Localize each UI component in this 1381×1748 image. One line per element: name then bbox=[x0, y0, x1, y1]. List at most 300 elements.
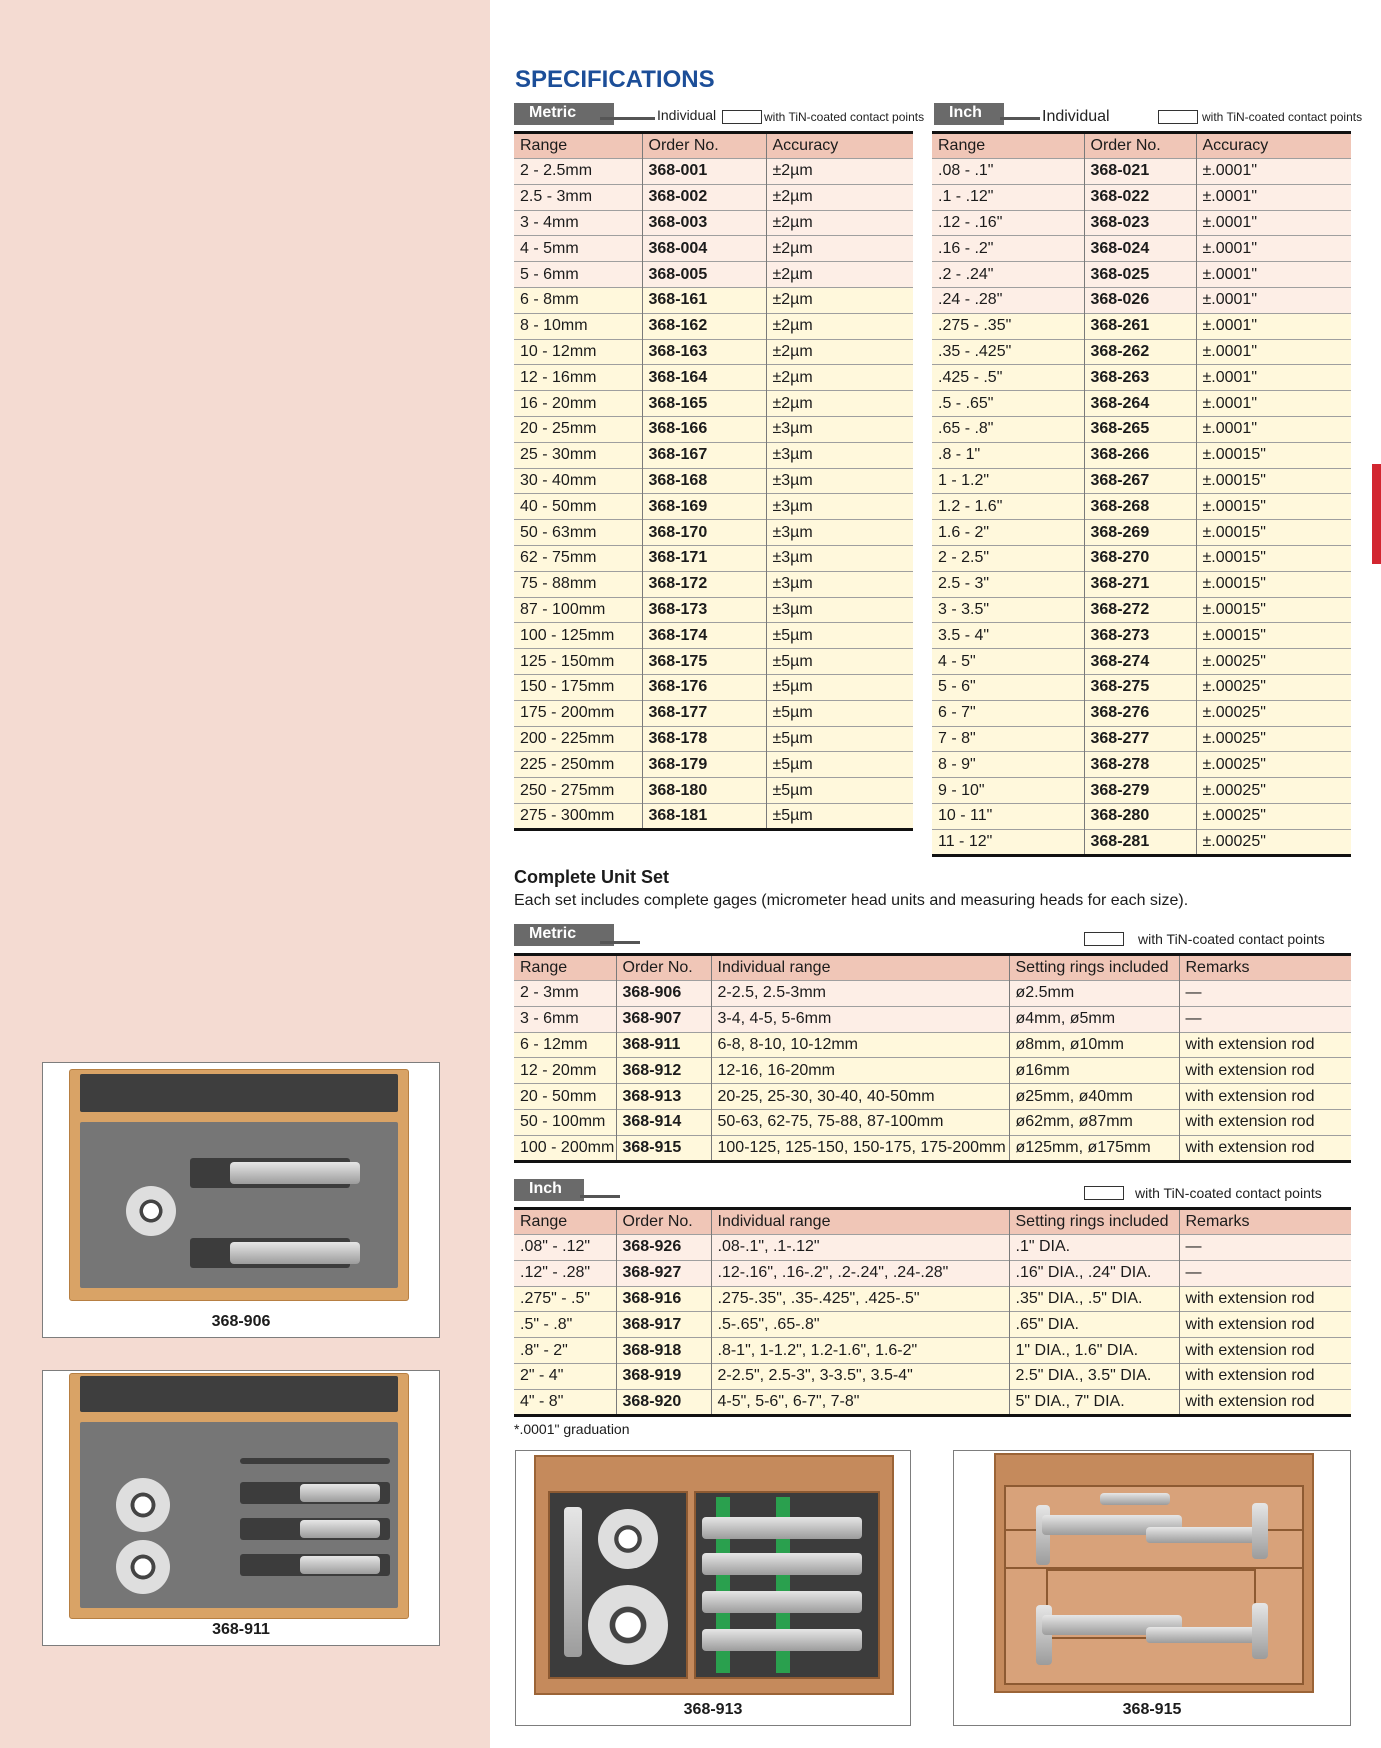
table-cell: 7 - 8" bbox=[932, 726, 1084, 752]
table-row bbox=[932, 184, 1351, 210]
column-header-range: Range bbox=[514, 955, 616, 981]
table-cell: ±.0001" bbox=[1196, 391, 1351, 417]
table-row bbox=[514, 597, 913, 623]
table-cell: .08" - .12" bbox=[514, 1235, 616, 1261]
table-row bbox=[514, 236, 913, 262]
table-cell: 12-16, 16-20mm bbox=[711, 1058, 1009, 1084]
table-row bbox=[514, 726, 913, 752]
table-cell: 368-268 bbox=[1084, 494, 1196, 520]
table-row bbox=[932, 520, 1351, 546]
table-cell: .8" - 2" bbox=[514, 1338, 616, 1364]
photo-caption: 368-906 bbox=[211, 1313, 271, 1330]
table-cell: 75 - 88mm bbox=[514, 571, 642, 597]
table-row bbox=[932, 571, 1351, 597]
table-cell: .16 - .2" bbox=[932, 236, 1084, 262]
table-cell: 368-002 bbox=[642, 184, 766, 210]
table-cell: .16" DIA., .24" DIA. bbox=[1009, 1260, 1179, 1286]
table-row bbox=[514, 571, 913, 597]
photo-368-906 bbox=[42, 1062, 440, 1338]
table-cell: ±.0001" bbox=[1196, 365, 1351, 391]
table-row bbox=[514, 803, 913, 829]
table-cell: ±2µm bbox=[766, 339, 913, 365]
table-row bbox=[514, 1006, 1351, 1032]
table-row bbox=[932, 597, 1351, 623]
photo-368-915 bbox=[953, 1450, 1351, 1726]
table-row bbox=[932, 365, 1351, 391]
table-row bbox=[514, 1312, 1351, 1338]
footnote: *.0001" graduation bbox=[514, 1421, 630, 1437]
table-cell: 368-266 bbox=[1084, 442, 1196, 468]
table-row bbox=[514, 545, 913, 571]
table-cell: 368-919 bbox=[616, 1363, 711, 1389]
table-cell: ±5µm bbox=[766, 674, 913, 700]
table-cell: .8-1", 1-1.2", 1.2-1.6", 1.6-2" bbox=[711, 1338, 1009, 1364]
table-cell: 4-5", 5-6", 6-7", 7-8" bbox=[711, 1389, 1009, 1415]
table-row bbox=[514, 262, 913, 288]
table-cell: 40 - 50mm bbox=[514, 494, 642, 520]
table-cell: ±2µm bbox=[766, 391, 913, 417]
table-cell: 368-277 bbox=[1084, 726, 1196, 752]
column-header-setting-rings: Setting rings included bbox=[1009, 1209, 1179, 1235]
table-row bbox=[932, 649, 1351, 675]
table-row bbox=[514, 700, 913, 726]
table-cell: 8 - 10mm bbox=[514, 313, 642, 339]
table-cell: ±2µm bbox=[766, 159, 913, 185]
table-cell: 368-269 bbox=[1084, 520, 1196, 546]
table-row bbox=[514, 1235, 1351, 1261]
table-cell: .1" DIA. bbox=[1009, 1235, 1179, 1261]
table-cell: ±5µm bbox=[766, 778, 913, 804]
table-cell: 3 - 4mm bbox=[514, 210, 642, 236]
table-cell: .425 - .5" bbox=[932, 365, 1084, 391]
table-cell: 368-163 bbox=[642, 339, 766, 365]
photo-caption: 368-915 bbox=[1122, 1701, 1182, 1718]
table-cell: 6 - 12mm bbox=[514, 1032, 616, 1058]
table-cell: 275 - 300mm bbox=[514, 803, 642, 829]
table-cell: 368-022 bbox=[1084, 184, 1196, 210]
table-cell: 368-274 bbox=[1084, 649, 1196, 675]
table-cell: with extension rod bbox=[1179, 1312, 1351, 1338]
table-cell: — bbox=[1179, 1260, 1351, 1286]
table-cell: 368-278 bbox=[1084, 752, 1196, 778]
table-cell: .5" - .8" bbox=[514, 1312, 616, 1338]
table-cell: ±5µm bbox=[766, 649, 913, 675]
metric-tag: Metric bbox=[514, 103, 614, 125]
table-cell: 368-906 bbox=[616, 981, 711, 1007]
table-cell: 368-265 bbox=[1084, 416, 1196, 442]
table-row bbox=[514, 416, 913, 442]
table-row bbox=[514, 1389, 1351, 1415]
table-cell: 8 - 9" bbox=[932, 752, 1084, 778]
table-cell: .5 - .65" bbox=[932, 391, 1084, 417]
table-cell: .24 - .28" bbox=[932, 287, 1084, 313]
column-header-setting-rings: Setting rings included bbox=[1009, 955, 1179, 981]
table-cell: ±5µm bbox=[766, 752, 913, 778]
table-cell: 6 - 8mm bbox=[514, 287, 642, 313]
table-cell: — bbox=[1179, 1006, 1351, 1032]
table-row bbox=[932, 623, 1351, 649]
inch-unit-set-table bbox=[514, 1207, 1351, 1417]
page-title: SPECIFICATIONS bbox=[515, 66, 715, 93]
table-cell: 368-165 bbox=[642, 391, 766, 417]
table-row bbox=[932, 236, 1351, 262]
table-cell: 1.6 - 2" bbox=[932, 520, 1084, 546]
table-cell: 2-2.5, 2.5-3mm bbox=[711, 981, 1009, 1007]
table-row bbox=[514, 313, 913, 339]
table-cell: ±.00025" bbox=[1196, 726, 1351, 752]
table-cell: 368-915 bbox=[616, 1135, 711, 1161]
tag-underline bbox=[600, 117, 655, 120]
table-row bbox=[932, 442, 1351, 468]
table-cell: 368-167 bbox=[642, 442, 766, 468]
table-cell: ø16mm bbox=[1009, 1058, 1179, 1084]
table-cell: ±2µm bbox=[766, 184, 913, 210]
table-cell: 225 - 250mm bbox=[514, 752, 642, 778]
column-header-accuracy: Accuracy bbox=[1196, 133, 1351, 159]
table-row bbox=[932, 829, 1351, 855]
table-row bbox=[932, 262, 1351, 288]
table-cell: 368-263 bbox=[1084, 365, 1196, 391]
table-cell: ±2µm bbox=[766, 262, 913, 288]
table-cell: 3.5 - 4" bbox=[932, 623, 1084, 649]
table-row bbox=[514, 184, 913, 210]
table-cell: 368-917 bbox=[616, 1312, 711, 1338]
table-cell: 368-261 bbox=[1084, 313, 1196, 339]
table-cell: — bbox=[1179, 1235, 1351, 1261]
table-cell: 4" - 8" bbox=[514, 1389, 616, 1415]
table-cell: 12 - 20mm bbox=[514, 1058, 616, 1084]
table-cell: 2.5 - 3" bbox=[932, 571, 1084, 597]
table-cell: ±3µm bbox=[766, 520, 913, 546]
table-cell: .35 - .425" bbox=[932, 339, 1084, 365]
table-row bbox=[514, 520, 913, 546]
table-cell: 368-273 bbox=[1084, 623, 1196, 649]
table-cell: 50 - 100mm bbox=[514, 1109, 616, 1135]
table-cell: 100 - 200mm bbox=[514, 1135, 616, 1161]
table-cell: 368-172 bbox=[642, 571, 766, 597]
table-cell: .12-.16", .16-.2", .2-.24", .24-.28" bbox=[711, 1260, 1009, 1286]
table-cell: ±.00015" bbox=[1196, 545, 1351, 571]
table-cell: 368-913 bbox=[616, 1084, 711, 1110]
table-row bbox=[514, 674, 913, 700]
table-cell: 87 - 100mm bbox=[514, 597, 642, 623]
tin-note: with TiN-coated contact points bbox=[1135, 1185, 1322, 1201]
tin-note: with TiN-coated contact points bbox=[1202, 110, 1363, 124]
table-cell: ±.0001" bbox=[1196, 339, 1351, 365]
tag-underline bbox=[600, 941, 640, 944]
table-cell: 368-177 bbox=[642, 700, 766, 726]
table-row bbox=[514, 1363, 1351, 1389]
table-cell: 6 - 7" bbox=[932, 700, 1084, 726]
case-image bbox=[69, 1373, 409, 1619]
table-row bbox=[932, 313, 1351, 339]
table-cell: .08-.1", .1-.12" bbox=[711, 1235, 1009, 1261]
table-cell: 368-168 bbox=[642, 468, 766, 494]
table-cell: 1" DIA., 1.6" DIA. bbox=[1009, 1338, 1179, 1364]
table-cell: 368-004 bbox=[642, 236, 766, 262]
table-row bbox=[514, 1135, 1351, 1161]
inch-individual-table bbox=[932, 131, 1351, 857]
table-row bbox=[932, 416, 1351, 442]
table-cell: ±.00025" bbox=[1196, 752, 1351, 778]
table-cell: with extension rod bbox=[1179, 1363, 1351, 1389]
table-cell: ±.00025" bbox=[1196, 803, 1351, 829]
table-cell: 5" DIA., 7" DIA. bbox=[1009, 1389, 1179, 1415]
column-header-accuracy: Accuracy bbox=[766, 133, 913, 159]
column-header-individual-range: Individual range bbox=[711, 1209, 1009, 1235]
table-cell: 368-176 bbox=[642, 674, 766, 700]
column-header-order-no: Order No. bbox=[616, 955, 711, 981]
table-row bbox=[514, 1338, 1351, 1364]
table-cell: 9 - 10" bbox=[932, 778, 1084, 804]
table-cell: 2 - 2.5" bbox=[932, 545, 1084, 571]
table-cell: 368-276 bbox=[1084, 700, 1196, 726]
table-cell: 368-025 bbox=[1084, 262, 1196, 288]
table-cell: 368-281 bbox=[1084, 829, 1196, 855]
table-cell: ±.00015" bbox=[1196, 442, 1351, 468]
table-row bbox=[514, 623, 913, 649]
table-cell: 2.5" DIA., 3.5" DIA. bbox=[1009, 1363, 1179, 1389]
table-cell: 368-914 bbox=[616, 1109, 711, 1135]
table-row bbox=[932, 494, 1351, 520]
table-cell: 100-125, 125-150, 150-175, 175-200mm bbox=[711, 1135, 1009, 1161]
table-cell: 368-164 bbox=[642, 365, 766, 391]
table-cell: ±3µm bbox=[766, 416, 913, 442]
table-cell: 50 - 63mm bbox=[514, 520, 642, 546]
table-cell: ±.00015" bbox=[1196, 468, 1351, 494]
table-cell: 368-927 bbox=[616, 1260, 711, 1286]
table-cell: .275 - .35" bbox=[932, 313, 1084, 339]
table-row bbox=[932, 210, 1351, 236]
table-cell: ±.0001" bbox=[1196, 236, 1351, 262]
table-cell: with extension rod bbox=[1179, 1135, 1351, 1161]
table-row bbox=[932, 545, 1351, 571]
column-header-range: Range bbox=[514, 133, 642, 159]
table-cell: 4 - 5mm bbox=[514, 236, 642, 262]
table-cell: 368-264 bbox=[1084, 391, 1196, 417]
table-cell: with extension rod bbox=[1179, 1389, 1351, 1415]
table-cell: 2 - 2.5mm bbox=[514, 159, 642, 185]
tag-underline bbox=[580, 1195, 620, 1198]
table-cell: 368-021 bbox=[1084, 159, 1196, 185]
tin-swatch bbox=[722, 110, 762, 124]
table-cell: 368-173 bbox=[642, 597, 766, 623]
table-row bbox=[932, 391, 1351, 417]
table-row bbox=[514, 339, 913, 365]
table-row bbox=[514, 1286, 1351, 1312]
column-header-remarks: Remarks bbox=[1179, 1209, 1351, 1235]
table-cell: 368-171 bbox=[642, 545, 766, 571]
table-cell: 368-275 bbox=[1084, 674, 1196, 700]
table-cell: 368-920 bbox=[616, 1389, 711, 1415]
table-cell: 368-907 bbox=[616, 1006, 711, 1032]
table-cell: 368-162 bbox=[642, 313, 766, 339]
table-cell: with extension rod bbox=[1179, 1084, 1351, 1110]
tin-swatch bbox=[1158, 110, 1198, 124]
table-cell: ±.0001" bbox=[1196, 159, 1351, 185]
inch-tag: Inch bbox=[934, 103, 1004, 125]
table-row bbox=[514, 1260, 1351, 1286]
unit-set-description: Each set includes complete gages (micrometer head units and measuring heads for each size). bbox=[514, 892, 1189, 909]
table-cell: .12 - .16" bbox=[932, 210, 1084, 236]
table-row bbox=[932, 339, 1351, 365]
table-cell: ±.00015" bbox=[1196, 597, 1351, 623]
table-cell: ±.0001" bbox=[1196, 287, 1351, 313]
table-cell: .275" - .5" bbox=[514, 1286, 616, 1312]
table-cell: 368-279 bbox=[1084, 778, 1196, 804]
table-cell: ±.0001" bbox=[1196, 416, 1351, 442]
table-row bbox=[932, 700, 1351, 726]
table-cell: 12 - 16mm bbox=[514, 365, 642, 391]
individual-label: Individual bbox=[657, 107, 717, 123]
table-cell: 62 - 75mm bbox=[514, 545, 642, 571]
table-row bbox=[514, 752, 913, 778]
table-cell: 3 - 3.5" bbox=[932, 597, 1084, 623]
table-cell: ±.0001" bbox=[1196, 210, 1351, 236]
table-cell: ø2.5mm bbox=[1009, 981, 1179, 1007]
table-cell: 1.2 - 1.6" bbox=[932, 494, 1084, 520]
table-cell: 368-161 bbox=[642, 287, 766, 313]
column-header-remarks: Remarks bbox=[1179, 955, 1351, 981]
table-cell: 368-005 bbox=[642, 262, 766, 288]
table-cell: ±2µm bbox=[766, 365, 913, 391]
table-cell: ±.00025" bbox=[1196, 649, 1351, 675]
table-cell: ±3µm bbox=[766, 468, 913, 494]
table-cell: ±.0001" bbox=[1196, 184, 1351, 210]
table-cell: 16 - 20mm bbox=[514, 391, 642, 417]
table-cell: 368-271 bbox=[1084, 571, 1196, 597]
table-cell: 368-178 bbox=[642, 726, 766, 752]
table-cell: 368-180 bbox=[642, 778, 766, 804]
table-cell: ±.00015" bbox=[1196, 623, 1351, 649]
table-cell: .08 - .1" bbox=[932, 159, 1084, 185]
table-row bbox=[932, 468, 1351, 494]
table-cell: ±.00025" bbox=[1196, 700, 1351, 726]
table-cell: ±.00025" bbox=[1196, 674, 1351, 700]
table-row bbox=[514, 494, 913, 520]
table-cell: with extension rod bbox=[1179, 1109, 1351, 1135]
table-cell: 6-8, 8-10, 10-12mm bbox=[711, 1032, 1009, 1058]
table-row bbox=[932, 674, 1351, 700]
column-header-range: Range bbox=[514, 1209, 616, 1235]
table-row bbox=[932, 159, 1351, 185]
table-cell: 20 - 50mm bbox=[514, 1084, 616, 1110]
table-cell: 2.5 - 3mm bbox=[514, 184, 642, 210]
table-cell: 368-169 bbox=[642, 494, 766, 520]
table-row bbox=[932, 287, 1351, 313]
table-cell: 368-912 bbox=[616, 1058, 711, 1084]
table-cell: ø4mm, ø5mm bbox=[1009, 1006, 1179, 1032]
table-row bbox=[514, 159, 913, 185]
table-row bbox=[514, 981, 1351, 1007]
table-cell: 5 - 6" bbox=[932, 674, 1084, 700]
case-image bbox=[69, 1069, 409, 1301]
table-cell: 368-179 bbox=[642, 752, 766, 778]
photo-368-911 bbox=[42, 1370, 440, 1646]
table-cell: ±3µm bbox=[766, 597, 913, 623]
table-cell: ø62mm, ø87mm bbox=[1009, 1109, 1179, 1135]
section-tab-marker bbox=[1372, 464, 1381, 564]
table-cell: 368-175 bbox=[642, 649, 766, 675]
table-row bbox=[514, 778, 913, 804]
table-row bbox=[514, 287, 913, 313]
table-cell: 10 - 12mm bbox=[514, 339, 642, 365]
table-cell: .65" DIA. bbox=[1009, 1312, 1179, 1338]
table-cell: 175 - 200mm bbox=[514, 700, 642, 726]
table-row bbox=[932, 803, 1351, 829]
table-cell: .35" DIA., .5" DIA. bbox=[1009, 1286, 1179, 1312]
table-cell: 368-911 bbox=[616, 1032, 711, 1058]
table-cell: with extension rod bbox=[1179, 1032, 1351, 1058]
table-cell: ±2µm bbox=[766, 313, 913, 339]
table-cell: 125 - 150mm bbox=[514, 649, 642, 675]
table-cell: ±.00025" bbox=[1196, 829, 1351, 855]
table-cell: 368-174 bbox=[642, 623, 766, 649]
table-cell: ±5µm bbox=[766, 803, 913, 829]
table-cell: ±.00015" bbox=[1196, 494, 1351, 520]
tin-swatch bbox=[1084, 1186, 1124, 1200]
table-cell: 50-63, 62-75, 75-88, 87-100mm bbox=[711, 1109, 1009, 1135]
tin-note: with TiN-coated contact points bbox=[1138, 931, 1325, 947]
table-cell: 368-262 bbox=[1084, 339, 1196, 365]
table-cell: ±5µm bbox=[766, 726, 913, 752]
table-cell: .2 - .24" bbox=[932, 262, 1084, 288]
table-cell: 368-023 bbox=[1084, 210, 1196, 236]
case-image bbox=[534, 1455, 894, 1695]
table-cell: ±.0001" bbox=[1196, 313, 1351, 339]
table-cell: .5-.65", .65-.8" bbox=[711, 1312, 1009, 1338]
table-cell: ±.00025" bbox=[1196, 778, 1351, 804]
table-cell: ø25mm, ø40mm bbox=[1009, 1084, 1179, 1110]
table-row bbox=[514, 210, 913, 236]
table-cell: ±3µm bbox=[766, 571, 913, 597]
table-cell: 1 - 1.2" bbox=[932, 468, 1084, 494]
table-row bbox=[514, 391, 913, 417]
table-cell: .65 - .8" bbox=[932, 416, 1084, 442]
inch-tag: Inch bbox=[514, 1179, 584, 1201]
table-cell: — bbox=[1179, 981, 1351, 1007]
unit-set-title: Complete Unit Set bbox=[514, 867, 670, 887]
table-cell: ±2µm bbox=[766, 210, 913, 236]
table-row bbox=[932, 726, 1351, 752]
column-header-order-no: Order No. bbox=[616, 1209, 711, 1235]
table-cell: 368-024 bbox=[1084, 236, 1196, 262]
table-cell: 368-166 bbox=[642, 416, 766, 442]
metric-tag: Metric bbox=[514, 924, 614, 946]
table-cell: 368-026 bbox=[1084, 287, 1196, 313]
table-cell: .275-.35", .35-.425", .425-.5" bbox=[711, 1286, 1009, 1312]
table-cell: 2 - 3mm bbox=[514, 981, 616, 1007]
table-row bbox=[514, 649, 913, 675]
table-cell: 368-280 bbox=[1084, 803, 1196, 829]
table-cell: .1 - .12" bbox=[932, 184, 1084, 210]
photo-caption: 368-911 bbox=[212, 1621, 270, 1638]
table-cell: 368-170 bbox=[642, 520, 766, 546]
table-cell: 150 - 175mm bbox=[514, 674, 642, 700]
table-cell: ±3µm bbox=[766, 494, 913, 520]
table-cell: 25 - 30mm bbox=[514, 442, 642, 468]
table-cell: 20-25, 25-30, 30-40, 40-50mm bbox=[711, 1084, 1009, 1110]
table-cell: 368-003 bbox=[642, 210, 766, 236]
table-cell: ø125mm, ø175mm bbox=[1009, 1135, 1179, 1161]
table-row bbox=[514, 1058, 1351, 1084]
photo-368-913 bbox=[515, 1450, 911, 1726]
table-row bbox=[514, 468, 913, 494]
table-cell: 10 - 11" bbox=[932, 803, 1084, 829]
table-cell: 2-2.5", 2.5-3", 3-3.5", 3.5-4" bbox=[711, 1363, 1009, 1389]
table-cell: 2" - 4" bbox=[514, 1363, 616, 1389]
table-cell: with extension rod bbox=[1179, 1286, 1351, 1312]
